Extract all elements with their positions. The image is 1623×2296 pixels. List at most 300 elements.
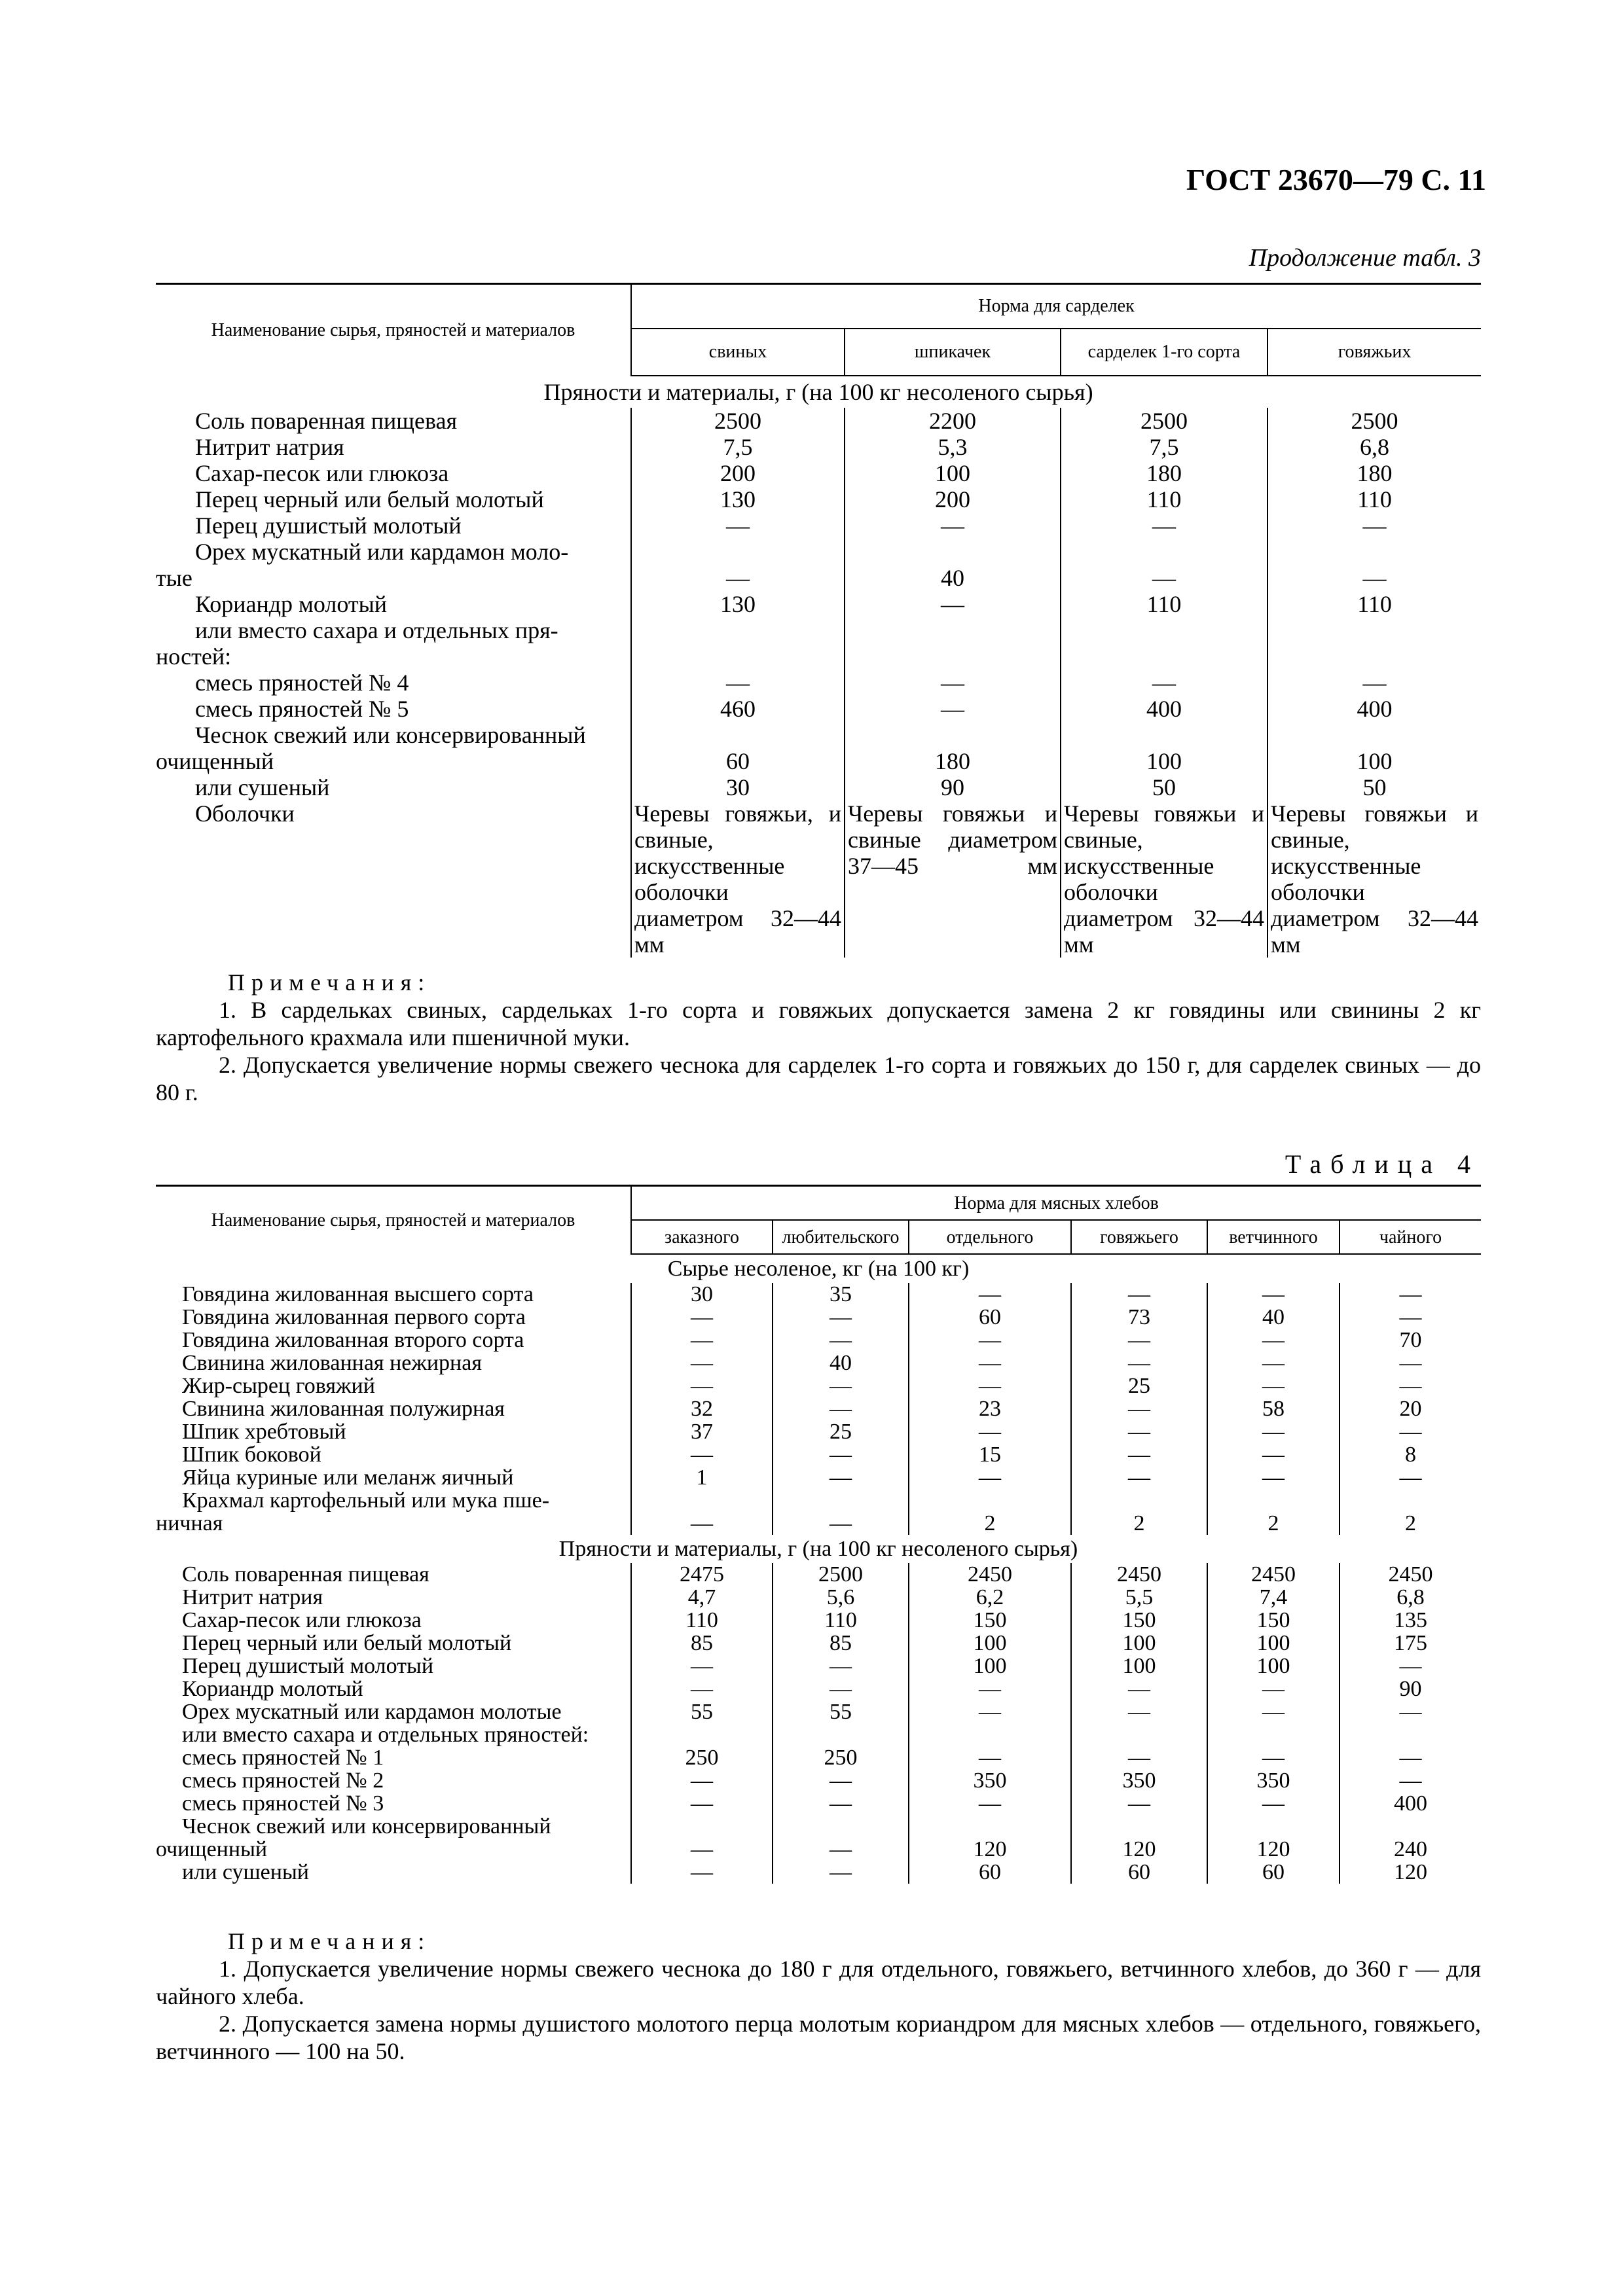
cell-value: — <box>631 1443 773 1466</box>
cell-value: 2200 <box>845 408 1061 434</box>
cell-value: 23 <box>909 1397 1071 1420</box>
note: 2. Допускается замена нормы душистого молотого перца молотым кориандром для мясных хлебов — отдельного, говяжьего, ветчинного — 100 на 50. <box>156 2011 1481 2064</box>
row-label: Перец черный или белый молотый <box>182 1631 512 1655</box>
cell-value <box>909 1815 1071 1838</box>
table-row <box>156 1655 1481 1677</box>
cell-value: 58 <box>1207 1397 1340 1420</box>
row-label: смесь пряностей № 3 <box>182 1791 384 1816</box>
table-row <box>156 1283 1481 1306</box>
cell-value: 60 <box>909 1306 1071 1329</box>
table-row <box>156 1609 1481 1632</box>
cell-value: 100 <box>1071 1632 1207 1655</box>
cell-value: 350 <box>909 1769 1071 1792</box>
row-label: Сахар-песок или глюкоза <box>182 1608 422 1632</box>
cell-value <box>1061 617 1267 643</box>
cell-value <box>631 539 845 565</box>
table-row <box>156 1769 1481 1792</box>
row-label: Орех мускатный или кардамон молотые <box>182 1700 562 1724</box>
cell-value: 110 <box>1267 486 1481 512</box>
row-label: Перец черный или белый молотый <box>195 486 544 512</box>
table-row <box>156 696 1481 722</box>
cell-value: — <box>1207 1420 1340 1443</box>
cell-value: 150 <box>909 1609 1071 1632</box>
cell-value: — <box>909 1329 1071 1352</box>
cell-value <box>1071 1489 1207 1512</box>
cell-value: 100 <box>1207 1655 1340 1677</box>
cell-value: — <box>631 1792 773 1815</box>
cell-value: 85 <box>773 1632 909 1655</box>
cell-value: — <box>909 1466 1071 1489</box>
cell-value: 135 <box>1340 1609 1481 1632</box>
cell-value: 90 <box>845 774 1061 800</box>
row-label: Яйца куриные или меланж яичный <box>182 1465 514 1490</box>
cell-value: 60 <box>631 748 845 774</box>
cell-value: 150 <box>1071 1609 1207 1632</box>
cell-value: — <box>631 512 845 539</box>
table-row <box>156 748 1481 774</box>
cell-value: — <box>909 1420 1071 1443</box>
cell-value: — <box>773 1769 909 1792</box>
cell-value: — <box>631 1352 773 1374</box>
cell-value: 2500 <box>1267 408 1481 434</box>
cell-value: — <box>773 1512 909 1535</box>
row-label: Крахмал картофельный или мука пше- <box>182 1488 550 1513</box>
cell-value: 90 <box>1340 1677 1481 1700</box>
cell-value: — <box>773 1861 909 1884</box>
cell-value: 4,7 <box>631 1586 773 1609</box>
notes-title: Примечания: <box>228 1928 431 1954</box>
cell-value: — <box>1340 1283 1481 1306</box>
row-label: Свинина жилованная нежирная <box>182 1351 482 1375</box>
cell-value: 400 <box>1267 696 1481 722</box>
cell-value: — <box>1071 1466 1207 1489</box>
cell-value: 2 <box>1340 1512 1481 1535</box>
table-row <box>156 1861 1481 1884</box>
cell-value: — <box>1207 1466 1340 1489</box>
cell-value: 180 <box>1267 460 1481 486</box>
cell-value: — <box>1340 1769 1481 1792</box>
row-label: ностей: <box>156 643 232 670</box>
table-row <box>156 1397 1481 1420</box>
cell-value: — <box>1061 512 1267 539</box>
table-row <box>156 1563 1481 1586</box>
cell-value: — <box>631 1838 773 1861</box>
row-label: Жир-сырец говяжий <box>182 1374 375 1398</box>
cell-value: — <box>773 1374 909 1397</box>
cell-value: — <box>1061 670 1267 696</box>
column-header: говяжьих <box>1267 329 1481 376</box>
cell-value: — <box>631 1512 773 1535</box>
cell-value: — <box>1071 1746 1207 1769</box>
cell-value: — <box>631 670 845 696</box>
cell-value <box>1071 1723 1207 1746</box>
cell-value: — <box>773 1306 909 1329</box>
cell-value: — <box>1071 1443 1207 1466</box>
cell-value: — <box>845 512 1061 539</box>
table-row <box>156 1838 1481 1861</box>
cell-value: — <box>1207 1374 1340 1397</box>
row-label: Сахар-песок или глюкоза <box>195 460 449 486</box>
column-header: свиных <box>631 329 845 376</box>
cell-value <box>1207 1489 1340 1512</box>
table-row <box>156 1329 1481 1352</box>
table-row <box>156 460 1481 486</box>
cell-value: — <box>1340 1700 1481 1723</box>
cell-value: — <box>773 1655 909 1677</box>
cell-value: — <box>845 670 1061 696</box>
table-row <box>156 1746 1481 1769</box>
table-row <box>156 1815 1481 1838</box>
table-row <box>156 1420 1481 1443</box>
row-label: или вместо сахара и отдельных пряностей: <box>182 1723 589 1747</box>
cell-value <box>1340 1815 1481 1838</box>
note: 2. Допускается увеличение нормы свежего чеснока для сарделек 1-го сорта и говяжьих до 150 г, для сарделек свиных — до 80 г. <box>156 1052 1481 1105</box>
cell-value: 50 <box>1267 774 1481 800</box>
cell-value: 60 <box>1071 1861 1207 1884</box>
cell-value: — <box>909 1792 1071 1815</box>
cell-value: — <box>1340 1746 1481 1769</box>
table-row <box>156 1352 1481 1374</box>
cell-value: 100 <box>909 1655 1071 1677</box>
table-row <box>156 1792 1481 1815</box>
cell-value: — <box>1071 1700 1207 1723</box>
cell-value: 110 <box>773 1609 909 1632</box>
cell-value: 130 <box>631 591 845 617</box>
cell-value: 2 <box>1207 1512 1340 1535</box>
cell-value: 25 <box>1071 1374 1207 1397</box>
table-row <box>156 591 1481 617</box>
cell-value: 15 <box>909 1443 1071 1466</box>
cell-value: 180 <box>1061 460 1267 486</box>
cell-value: 180 <box>845 748 1061 774</box>
table-row <box>156 617 1481 643</box>
cell-value: — <box>1340 1466 1481 1489</box>
note: 1. Допускается увеличение нормы свежего чеснока до 180 г для отдельного, говяжьего, ветчинного хлебов, до 360 г — для чайного хлеба. <box>156 1956 1481 2009</box>
row-label: Чеснок свежий или консервированный <box>195 722 586 748</box>
cell-value <box>631 1723 773 1746</box>
cell-value: 6,2 <box>909 1586 1071 1609</box>
cell-value <box>631 1815 773 1838</box>
cell-value: 110 <box>1061 591 1267 617</box>
table-4-caption: Таблица 4 <box>1285 1149 1480 1179</box>
cell-value: 85 <box>631 1632 773 1655</box>
cell-value: 240 <box>1340 1838 1481 1861</box>
cell-value: — <box>1071 1283 1207 1306</box>
row-label: Чеснок свежий или консервированный <box>182 1814 551 1839</box>
cell-value: 2500 <box>1061 408 1267 434</box>
row-label: Кориандр молотый <box>182 1677 363 1701</box>
cell-value: 400 <box>1340 1792 1481 1815</box>
norm-header: Норма для мясных хлебов <box>631 1186 1481 1221</box>
cell-value: — <box>773 1838 909 1861</box>
column-header: сарделек 1-го сорта <box>1061 329 1267 376</box>
table-row <box>156 774 1481 800</box>
cell-value: 110 <box>1267 591 1481 617</box>
cell-value: 60 <box>1207 1861 1340 1884</box>
cell-value: 110 <box>631 1609 773 1632</box>
cell-value <box>1267 643 1481 670</box>
column-header: чайного <box>1340 1220 1481 1254</box>
cell-value: 400 <box>1061 696 1267 722</box>
cell-value: — <box>1071 1329 1207 1352</box>
row-label: Нитрит натрия <box>195 434 344 460</box>
cell-value: 50 <box>1061 774 1267 800</box>
cell-value: — <box>909 1700 1071 1723</box>
column-header: говяжьего <box>1071 1220 1207 1254</box>
cell-value: 460 <box>631 696 845 722</box>
cell-value: — <box>1267 565 1481 591</box>
cell-value: — <box>909 1677 1071 1700</box>
row-label: Шпик боковой <box>182 1443 321 1467</box>
cell-value: — <box>773 1466 909 1489</box>
row-label: Шпик хребтовый <box>182 1420 346 1444</box>
cell-value: — <box>909 1374 1071 1397</box>
cell-value: — <box>1071 1397 1207 1420</box>
cell-value <box>773 1723 909 1746</box>
cell-value: 200 <box>631 460 845 486</box>
cell-value: 100 <box>1071 1655 1207 1677</box>
table-row <box>156 1443 1481 1466</box>
notes-title: Примечания: <box>228 969 431 996</box>
cell-value: 250 <box>773 1746 909 1769</box>
cell-value: 5,3 <box>845 434 1061 460</box>
name-header: Наименование сырья, пряностей и материалов <box>156 284 631 376</box>
table-row <box>156 1723 1481 1746</box>
cell-value: 5,6 <box>773 1586 909 1609</box>
table-row <box>156 643 1481 670</box>
table-row <box>156 486 1481 512</box>
cell-value: 7,5 <box>1061 434 1267 460</box>
table-4-notes <box>156 1928 1481 2065</box>
cell-value <box>631 722 845 748</box>
cell-value: — <box>1071 1792 1207 1815</box>
section-title: Пряности и материалы, г (на 100 кг несоленого сырья) <box>558 1537 1078 1561</box>
row-label: ничная <box>156 1511 223 1535</box>
cell-value: 30 <box>631 1283 773 1306</box>
cell-value: 100 <box>909 1632 1071 1655</box>
cell-value: 2450 <box>1071 1563 1207 1586</box>
cell-value <box>1061 722 1267 748</box>
cell-value: 40 <box>1207 1306 1340 1329</box>
cell-value: — <box>631 565 845 591</box>
page-header: ГОСТ 23670—79 С. 11 <box>1186 163 1486 196</box>
cell-value: 120 <box>1207 1838 1340 1861</box>
row-label: Свинина жилованная полужирная <box>182 1397 505 1421</box>
cell-value <box>1267 539 1481 565</box>
cell-value: 2 <box>1071 1512 1207 1535</box>
cell-value: 350 <box>1071 1769 1207 1792</box>
cell-value <box>845 722 1061 748</box>
row-label: Нитрит натрия <box>182 1585 323 1609</box>
table-row <box>156 1632 1481 1655</box>
cell-value <box>1267 722 1481 748</box>
cell-value: Черевы говяжьи и свиные, искусственные оболочки диаметром 32—44 мм <box>1267 800 1481 958</box>
row-label: Говядина жилованная высшего сорта <box>182 1282 534 1306</box>
table-row <box>156 1512 1481 1535</box>
cell-value: — <box>845 696 1061 722</box>
row-label: или вместо сахара и отдельных пря- <box>195 617 558 643</box>
table-row <box>156 408 1481 434</box>
row-label: смесь пряностей № 4 <box>195 670 409 696</box>
cell-value: 120 <box>909 1838 1071 1861</box>
cell-value: — <box>1340 1655 1481 1677</box>
table-3 <box>156 283 1481 958</box>
cell-value: — <box>773 1443 909 1466</box>
cell-value <box>631 617 845 643</box>
row-label: Орех мускатный или кардамон моло- <box>195 539 569 565</box>
table-row <box>156 539 1481 565</box>
cell-value <box>773 1489 909 1512</box>
cell-value: 120 <box>1340 1861 1481 1884</box>
cell-value: 73 <box>1071 1306 1207 1329</box>
table-row <box>156 722 1481 748</box>
row-label: смесь пряностей № 2 <box>182 1768 384 1793</box>
row-label: очищенный <box>156 748 274 774</box>
row-label: или сушеный <box>195 774 330 800</box>
cell-value: — <box>1340 1420 1481 1443</box>
table-row <box>156 1700 1481 1723</box>
cell-value: — <box>1071 1420 1207 1443</box>
column-header: ветчинного <box>1207 1220 1340 1254</box>
cell-value <box>909 1723 1071 1746</box>
cell-value: 60 <box>909 1861 1071 1884</box>
cell-value: — <box>1071 1677 1207 1700</box>
cell-value <box>1340 1723 1481 1746</box>
cell-value: 20 <box>1340 1397 1481 1420</box>
cell-value: 175 <box>1340 1632 1481 1655</box>
row-label: Говядина жилованная второго сорта <box>182 1328 524 1352</box>
cell-value <box>1340 1489 1481 1512</box>
row-label: Перец душистый молотый <box>195 512 462 539</box>
row-label: Соль поваренная пищевая <box>195 408 458 434</box>
cell-value: 7,4 <box>1207 1586 1340 1609</box>
table-row <box>156 1586 1481 1609</box>
cell-value: 37 <box>631 1420 773 1443</box>
cell-value <box>631 643 845 670</box>
column-header: отдельного <box>909 1220 1071 1254</box>
cell-value: — <box>1267 512 1481 539</box>
row-label: Оболочки <box>195 800 295 827</box>
cell-value: 30 <box>631 774 845 800</box>
cell-value: — <box>1340 1352 1481 1374</box>
table-row <box>156 1306 1481 1329</box>
cell-value: — <box>1207 1746 1340 1769</box>
cell-value: 8 <box>1340 1443 1481 1466</box>
cell-value <box>909 1489 1071 1512</box>
column-header: заказного <box>631 1220 773 1254</box>
norm-header: Норма для сарделек <box>631 284 1481 329</box>
cell-value: — <box>631 1306 773 1329</box>
cell-value: Черевы говяжьи и свиные диаметром 37—45 мм <box>845 800 1061 958</box>
table-4 <box>156 1185 1481 1884</box>
cell-value: 6,8 <box>1340 1586 1481 1609</box>
table-row <box>156 565 1481 591</box>
row-label: тые <box>156 565 192 591</box>
cell-value: 25 <box>773 1420 909 1443</box>
cell-value: 350 <box>1207 1769 1340 1792</box>
cell-value <box>773 1815 909 1838</box>
cell-value: — <box>631 1677 773 1700</box>
cell-value: — <box>909 1283 1071 1306</box>
cell-value: — <box>909 1746 1071 1769</box>
cell-value: — <box>1061 565 1267 591</box>
cell-value: 100 <box>1267 748 1481 774</box>
table-row <box>156 434 1481 460</box>
cell-value: — <box>631 1861 773 1884</box>
cell-value <box>1071 1815 1207 1838</box>
row-label: смесь пряностей № 1 <box>182 1746 384 1770</box>
cell-value: — <box>773 1677 909 1700</box>
cell-value: — <box>631 1329 773 1352</box>
name-header: Наименование сырья, пряностей и материалов <box>156 1186 631 1255</box>
cell-value: 40 <box>773 1352 909 1374</box>
cell-value: — <box>845 591 1061 617</box>
continuation-label: Продолжение табл. 3 <box>1249 244 1481 272</box>
section-title: Сырье несоленое, кг (на 100 кг) <box>667 1257 970 1281</box>
cell-value: — <box>1207 1792 1340 1815</box>
cell-value: — <box>631 1769 773 1792</box>
column-header: любительского <box>773 1220 909 1254</box>
cell-value: — <box>1071 1352 1207 1374</box>
table-row <box>156 1489 1481 1512</box>
cell-value: 2450 <box>1340 1563 1481 1586</box>
cell-value: 2500 <box>631 408 845 434</box>
column-header: шпикачек <box>845 329 1061 376</box>
cell-value: 32 <box>631 1397 773 1420</box>
cell-value: 100 <box>1207 1632 1340 1655</box>
cell-value: 200 <box>845 486 1061 512</box>
cell-value: — <box>909 1352 1071 1374</box>
cell-value: — <box>773 1397 909 1420</box>
note: 1. В сардельках свиных, сардельках 1-го сорта и говяжьих допускается замена 2 кг говядины или свинины 2 кг картофельного крахмала или пшеничной муки. <box>156 997 1481 1050</box>
cell-value: 110 <box>1061 486 1267 512</box>
table-row <box>156 1374 1481 1397</box>
cell-value: — <box>1267 670 1481 696</box>
cell-value: 55 <box>773 1700 909 1723</box>
cell-value: 7,5 <box>631 434 845 460</box>
table-row <box>156 1466 1481 1489</box>
cell-value <box>845 643 1061 670</box>
row-label: Говядина жилованная первого сорта <box>182 1305 526 1329</box>
cell-value: 100 <box>845 460 1061 486</box>
cell-value: 120 <box>1071 1838 1207 1861</box>
cell-value <box>1061 539 1267 565</box>
cell-value: — <box>1207 1329 1340 1352</box>
cell-value: — <box>1207 1443 1340 1466</box>
cell-value: — <box>631 1374 773 1397</box>
table-3-notes <box>156 969 1481 1106</box>
cell-value: 40 <box>845 565 1061 591</box>
cell-value: Черевы говяжьи и свиные, искусственные оболочки диаметром 32—44 мм <box>1061 800 1267 958</box>
row-label: Соль поваренная пищевая <box>182 1562 429 1587</box>
cell-value: — <box>631 1655 773 1677</box>
row-label: или сушеный <box>182 1860 310 1884</box>
cell-value: 2 <box>909 1512 1071 1535</box>
cell-value <box>1207 1815 1340 1838</box>
cell-value <box>845 617 1061 643</box>
row-label: очищенный <box>156 1837 268 1861</box>
cell-value: — <box>1207 1700 1340 1723</box>
cell-value: Черевы говяжьи, и свиные, искусственные оболочки диаметром 32—44 мм <box>631 800 845 958</box>
table-row <box>156 1677 1481 1700</box>
cell-value <box>1207 1723 1340 1746</box>
cell-value: 2450 <box>909 1563 1071 1586</box>
cell-value <box>1061 643 1267 670</box>
cell-value: 6,8 <box>1267 434 1481 460</box>
cell-value: 250 <box>631 1746 773 1769</box>
cell-value: 70 <box>1340 1329 1481 1352</box>
cell-value: — <box>773 1329 909 1352</box>
